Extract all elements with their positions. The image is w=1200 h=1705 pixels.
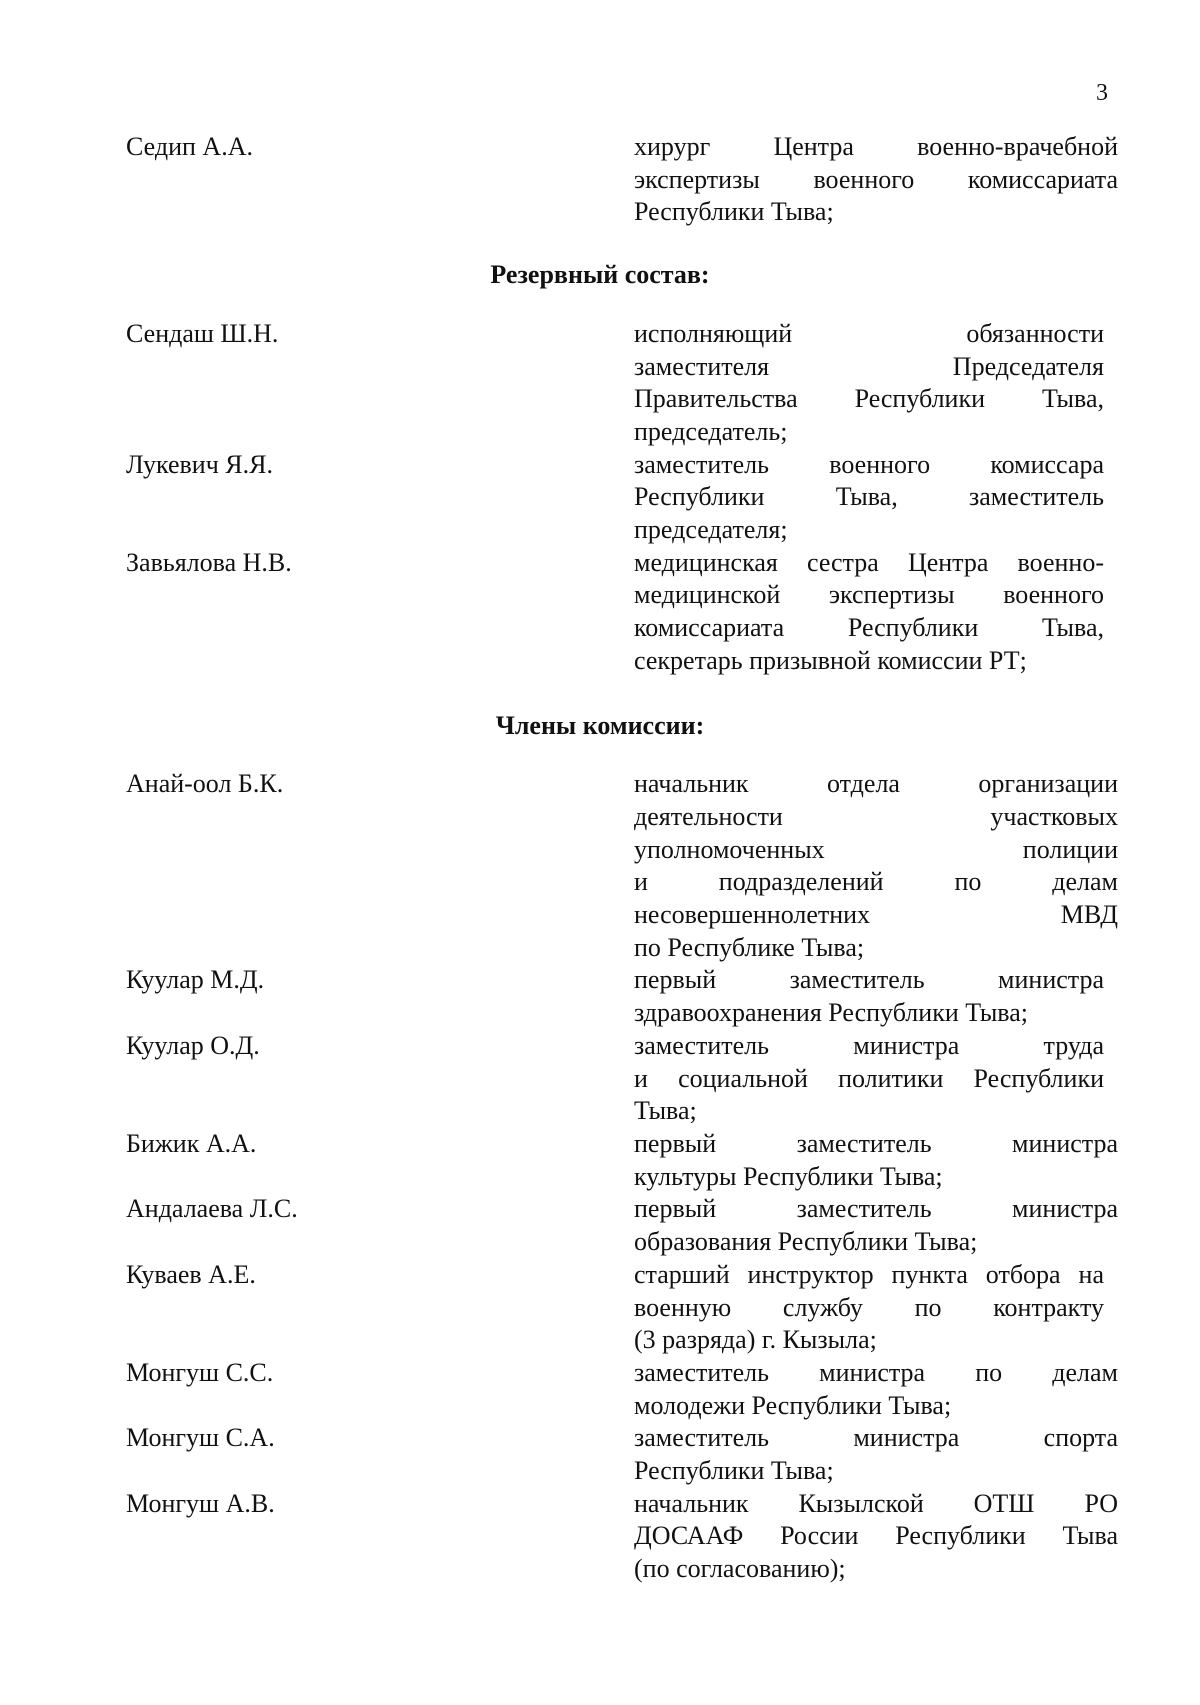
- reserve-entries: [126, 318, 1118, 678]
- person-name: Андалаева Л.С.: [126, 1194, 298, 1224]
- role-line: экспертизы военного комиссариата: [634, 164, 1118, 194]
- role-line: председателя;: [634, 515, 788, 545]
- person-name: Куваев А.Е.: [126, 1259, 256, 1289]
- role-line: Тыва;: [634, 1096, 697, 1126]
- person-role: [634, 318, 1104, 449]
- role-line: военную службу по контракту: [634, 1292, 1104, 1322]
- person-entry: [126, 1128, 1118, 1193]
- role-line: Правительства Республики Тыва,: [634, 384, 1104, 414]
- role-line: здравоохранения Республики Тыва;: [634, 998, 1028, 1028]
- role-line: молодежи Республики Тыва;: [634, 1390, 952, 1420]
- role-line: заместитель военного комиссара: [634, 449, 1104, 479]
- role-line: заместителя Председателя: [634, 351, 1104, 381]
- person-entry: [126, 449, 1118, 547]
- person-role: [634, 964, 1104, 1029]
- reserve-heading: Резервный состав:: [490, 260, 710, 290]
- top-entries: [126, 131, 1118, 229]
- role-line: Республики Тыва, заместитель: [634, 482, 1104, 512]
- document-content: [126, 131, 1118, 1586]
- person-entry: [126, 1422, 1118, 1487]
- person-entry: [126, 1030, 1118, 1128]
- page-number: 3: [1096, 80, 1108, 106]
- person-entry: [126, 1259, 1118, 1357]
- person-role: [634, 1259, 1104, 1357]
- role-line: и социальной политики Республики: [634, 1063, 1104, 1093]
- role-line: хирург Центра военно-врачебной: [634, 132, 1118, 161]
- person-role: [634, 131, 1118, 229]
- role-line: первый заместитель министра: [634, 1128, 1118, 1158]
- person-name: Лукевич Я.Я.: [126, 449, 273, 479]
- role-line: медицинской экспертизы военного: [634, 580, 1104, 610]
- person-name: Куулар О.Д.: [126, 1030, 260, 1060]
- person-role: [634, 1128, 1118, 1193]
- role-line: секретарь призывной комиссии РТ;: [634, 645, 1027, 675]
- person-role: [634, 1488, 1118, 1586]
- person-entry: [126, 1193, 1118, 1258]
- role-line: первый заместитель министра: [634, 1194, 1118, 1224]
- role-line: деятельности участковых: [634, 801, 1118, 831]
- person-name: Куулар М.Д.: [126, 965, 265, 995]
- person-role: [634, 547, 1104, 678]
- role-line: начальник отдела организации: [634, 769, 1118, 799]
- role-line: несовершеннолетних МВД: [634, 900, 1118, 930]
- person-role: [634, 449, 1104, 547]
- person-role: [634, 1357, 1118, 1422]
- role-line: медицинская сестра Центра военно-: [634, 547, 1104, 577]
- person-role: [634, 1193, 1118, 1258]
- person-entry: [126, 318, 1118, 449]
- role-line: председатель;: [634, 416, 788, 446]
- person-entry: [126, 547, 1118, 678]
- person-name: Монгуш С.А.: [126, 1423, 275, 1453]
- person-entry: [126, 768, 1118, 964]
- members-heading: Члены комиссии:: [495, 710, 705, 740]
- role-line: первый заместитель министра: [634, 965, 1104, 995]
- role-line: заместитель министра спорта: [634, 1423, 1118, 1453]
- role-line: заместитель министра труда: [634, 1030, 1104, 1060]
- role-line: (по согласованию);: [634, 1554, 846, 1584]
- role-line: образования Республики Тыва;: [634, 1227, 978, 1257]
- person-role: [634, 1422, 1118, 1487]
- role-line: по Республике Тыва;: [634, 932, 865, 962]
- person-name: Завьялова Н.В.: [126, 547, 292, 577]
- person-role: [634, 1030, 1104, 1128]
- member-entries: [126, 768, 1118, 1586]
- role-line: начальник Кызылской ОТШ РО: [634, 1488, 1118, 1518]
- role-line: культуры Республики Тыва;: [634, 1161, 943, 1191]
- person-entry: [126, 964, 1118, 1029]
- person-entry: [126, 131, 1118, 229]
- role-line: уполномоченных полиции: [634, 834, 1118, 864]
- role-line: исполняющий обязанности: [634, 318, 1104, 348]
- person-name: Бижик А.А.: [126, 1128, 257, 1158]
- person-name: Сендаш Ш.Н.: [126, 318, 279, 348]
- role-line: (3 разряда) г. Кызыла;: [634, 1325, 877, 1355]
- role-line: Республики Тыва;: [634, 1456, 834, 1486]
- role-line: ДОСААФ России Республики Тыва: [634, 1521, 1118, 1551]
- person-name: Седип А.А.: [126, 132, 253, 161]
- person-entry: [126, 1357, 1118, 1422]
- person-name: Монгуш С.С.: [126, 1357, 274, 1387]
- person-name: Монгуш А.В.: [126, 1488, 275, 1518]
- person-entry: [126, 1488, 1118, 1586]
- role-line: Республики Тыва;: [634, 197, 834, 227]
- role-line: заместитель министра по делам: [634, 1357, 1118, 1387]
- person-role: [634, 768, 1118, 964]
- role-line: старший инструктор пункта отбора на: [634, 1259, 1104, 1289]
- role-line: комиссариата Республики Тыва,: [634, 613, 1104, 643]
- role-line: и подразделений по делам: [634, 867, 1118, 897]
- person-name: Анай-оол Б.К.: [126, 769, 284, 799]
